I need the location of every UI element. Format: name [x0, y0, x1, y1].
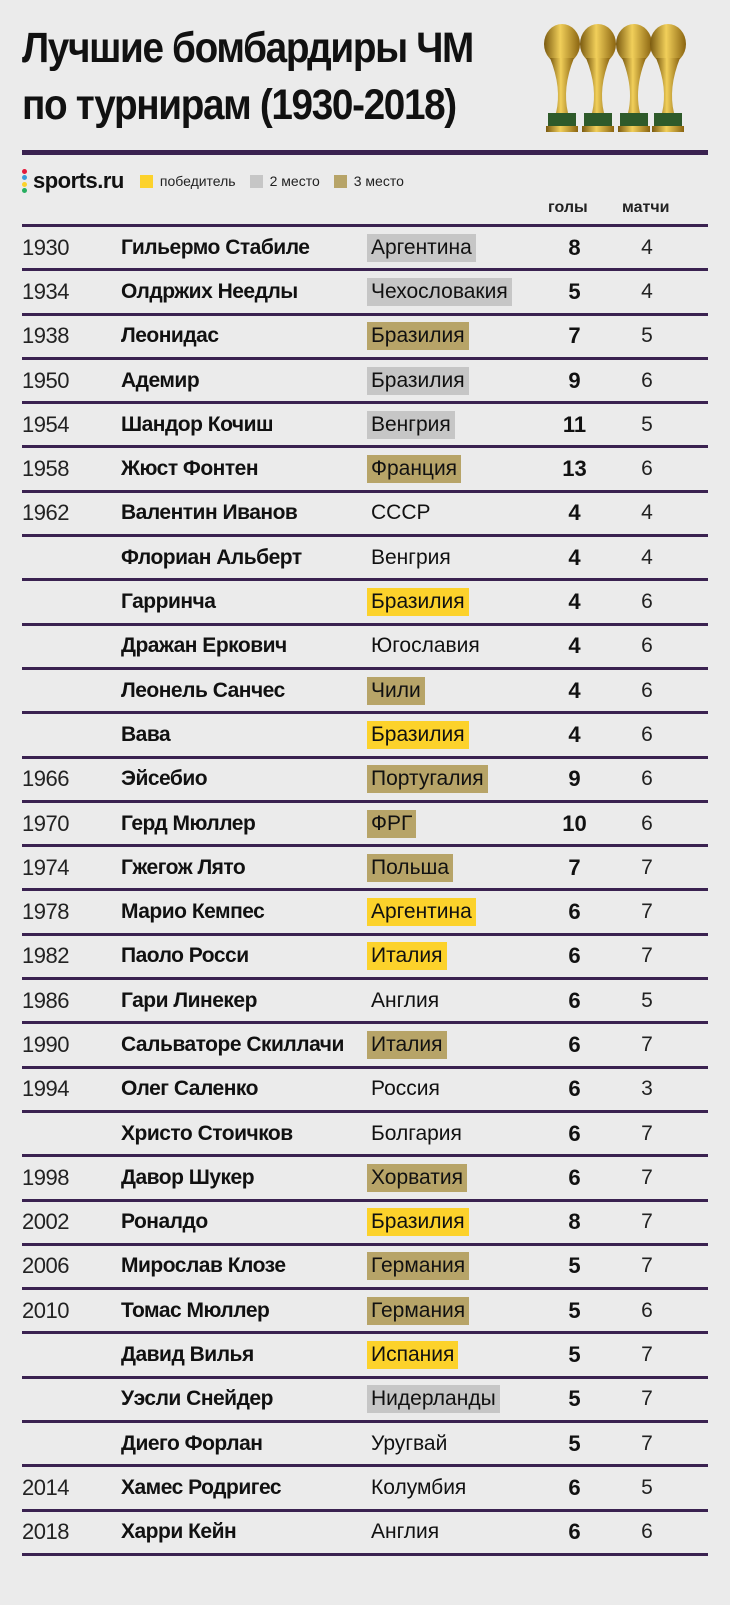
row-player: Давор Шукер [121, 1165, 255, 1189]
row-player: Адемир [121, 368, 200, 392]
table-row [22, 268, 708, 312]
row-country-cell [367, 1069, 537, 1110]
row-year: 2002 [22, 1209, 69, 1235]
row-year: 1998 [22, 1164, 69, 1190]
row-goals: 6 [568, 1076, 581, 1102]
row-year: 2018 [22, 1519, 69, 1545]
row-country-cell [367, 759, 537, 800]
row-country-cell [367, 626, 537, 667]
row-country-cell [367, 714, 537, 755]
row-matches: 6 [641, 1298, 653, 1322]
trophy-icon [544, 24, 580, 132]
row-goals: 5 [568, 1386, 581, 1412]
row-goals: 4 [568, 589, 581, 615]
legend-winner [140, 173, 236, 189]
row-year: 1966 [22, 766, 69, 792]
row-country-cell [367, 936, 537, 977]
row-goals: 8 [568, 234, 581, 260]
row-country: Аргентина [367, 898, 476, 926]
row-goals: 6 [568, 1164, 581, 1190]
table-row [22, 888, 708, 932]
logo-dot [22, 188, 27, 193]
row-player: Эйсебио [121, 767, 208, 791]
row-matches: 3 [641, 1077, 653, 1101]
row-year: 1982 [22, 943, 69, 969]
table-row [22, 977, 708, 1021]
row-year: 1970 [22, 810, 69, 836]
row-matches: 6 [641, 722, 653, 746]
row-country-cell [367, 1423, 537, 1464]
row-player: Давид Вилья [121, 1343, 254, 1367]
row-player: Марио Кемпес [121, 900, 265, 924]
title-line-1: Лучшие бомбардиры ЧМ [22, 24, 473, 72]
scorers-table [22, 224, 708, 1556]
row-country-cell [367, 581, 537, 622]
row-year: 1974 [22, 854, 69, 880]
row-goals: 5 [568, 1342, 581, 1368]
row-country-cell [367, 1467, 537, 1508]
row-matches: 5 [641, 412, 653, 436]
row-matches: 7 [641, 1121, 653, 1145]
row-country: Бразилия [367, 588, 469, 616]
row-country-cell [367, 404, 537, 445]
row-goals: 7 [568, 854, 581, 880]
row-matches: 7 [641, 1343, 653, 1367]
row-country: Италия [367, 1031, 447, 1059]
row-country: Болгария [371, 1121, 462, 1145]
table-row [22, 933, 708, 977]
row-year: 1994 [22, 1076, 69, 1102]
row-goals: 5 [568, 1430, 581, 1456]
row-country-cell [367, 1024, 537, 1065]
row-player: Олег Саленко [121, 1077, 258, 1101]
row-player: Паоло Росси [121, 944, 249, 968]
row-year: 1962 [22, 500, 69, 526]
table-row [22, 844, 708, 888]
table-row [22, 1021, 708, 1065]
logo-dot [22, 175, 27, 180]
row-country: Югославия [371, 634, 480, 658]
row-country: Германия [367, 1252, 469, 1280]
table-row [22, 1199, 708, 1243]
table-row [22, 1464, 708, 1508]
row-country: Франция [367, 455, 461, 483]
row-matches: 7 [641, 1032, 653, 1056]
row-country-cell [367, 316, 537, 357]
row-matches: 6 [641, 590, 653, 614]
row-player: Роналдо [121, 1210, 208, 1234]
row-year: 1978 [22, 899, 69, 925]
row-goals: 6 [568, 987, 581, 1013]
row-goals: 6 [568, 899, 581, 925]
table-row [22, 401, 708, 445]
bottom-divider [22, 1553, 708, 1556]
row-goals: 4 [568, 544, 581, 570]
row-year: 1938 [22, 323, 69, 349]
row-matches: 5 [641, 324, 653, 348]
row-country-cell [367, 1290, 537, 1331]
row-country: Нидерланды [367, 1385, 500, 1413]
row-year: 1990 [22, 1031, 69, 1057]
table-row [22, 1376, 708, 1420]
row-matches: 7 [641, 1387, 653, 1411]
row-goals: 8 [568, 1209, 581, 1235]
table-row [22, 445, 708, 489]
row-country-cell [367, 1334, 537, 1375]
row-player: Валентин Иванов [121, 501, 298, 525]
row-country: СССР [371, 501, 431, 525]
row-country: Бразилия [367, 322, 469, 350]
brand-logo [22, 168, 124, 194]
row-year: 1958 [22, 456, 69, 482]
row-player: Томас Мюллер [121, 1298, 270, 1322]
row-player: Флориан Альберт [121, 545, 302, 569]
row-country: Испания [367, 1341, 458, 1369]
column-header-goals: голы [548, 199, 588, 216]
row-goals: 5 [568, 1297, 581, 1323]
row-player: Герд Мюллер [121, 811, 256, 835]
row-matches: 6 [641, 457, 653, 481]
row-year: 1986 [22, 987, 69, 1013]
row-goals: 6 [568, 1120, 581, 1146]
row-goals: 4 [568, 500, 581, 526]
row-goals: 9 [568, 766, 581, 792]
row-year: 1934 [22, 278, 69, 304]
row-player: Уэсли Снейдер [121, 1387, 273, 1411]
table-row [22, 1287, 708, 1331]
row-matches: 6 [641, 811, 653, 835]
row-matches: 4 [641, 501, 653, 525]
row-player: Олдржих Неедлы [121, 279, 298, 303]
row-player: Харри Кейн [121, 1520, 237, 1544]
row-matches: 7 [641, 1210, 653, 1234]
row-year: 1950 [22, 367, 69, 393]
trophy-icon [580, 24, 616, 132]
table-row [22, 1243, 708, 1287]
row-matches: 4 [641, 545, 653, 569]
row-year: 2006 [22, 1253, 69, 1279]
row-country-cell [367, 803, 537, 844]
table-row [22, 224, 708, 268]
title-line-2: по турнирам (1930-2018) [22, 81, 456, 129]
row-country: Бразилия [367, 721, 469, 749]
row-goals: 4 [568, 633, 581, 659]
row-goals: 5 [568, 1253, 581, 1279]
row-player: Жюст Фонтен [121, 457, 259, 481]
table-row [22, 490, 708, 534]
row-matches: 6 [641, 1520, 653, 1544]
row-country: Уругвай [371, 1431, 448, 1455]
row-country: Польша [367, 854, 453, 882]
table-row [22, 1066, 708, 1110]
row-country-cell [367, 847, 537, 888]
row-country: Хорватия [367, 1164, 467, 1192]
row-player: Гильермо Стабиле [121, 235, 310, 259]
row-country: Колумбия [371, 1475, 467, 1499]
row-country-cell [367, 1246, 537, 1287]
legend-third [334, 173, 404, 189]
legend-label-winner: победитель [159, 173, 236, 189]
legend-second [250, 173, 320, 189]
row-country: Бразилия [367, 1208, 469, 1236]
row-goals: 11 [562, 411, 587, 437]
row-matches: 7 [641, 1431, 653, 1455]
row-goals: 5 [568, 278, 581, 304]
row-goals: 6 [568, 943, 581, 969]
table-row [22, 578, 708, 622]
row-year: 1954 [22, 411, 69, 437]
table-row [22, 357, 708, 401]
table-row [22, 756, 708, 800]
row-country-cell [367, 670, 537, 711]
row-player: Мирослав Клозе [121, 1254, 286, 1278]
row-goals: 9 [568, 367, 581, 393]
row-matches: 7 [641, 1165, 653, 1189]
row-country-cell [367, 537, 537, 578]
row-country: Англия [371, 988, 440, 1012]
table-row [22, 711, 708, 755]
column-header-matches: матчи [622, 199, 670, 216]
row-matches: 7 [641, 944, 653, 968]
row-player: Леонель Санчес [121, 678, 285, 702]
row-year: 1930 [22, 234, 69, 260]
row-country: Португалия [367, 765, 488, 793]
logo-dot [22, 169, 27, 174]
row-country: Чехословакия [367, 278, 512, 306]
row-matches: 6 [641, 368, 653, 392]
logo-dots-icon [22, 169, 28, 193]
row-country-cell [367, 891, 537, 932]
row-goals: 7 [568, 323, 581, 349]
row-matches: 5 [641, 1475, 653, 1499]
row-country: Германия [367, 1297, 469, 1325]
row-goals: 6 [568, 1519, 581, 1545]
row-goals: 4 [568, 721, 581, 747]
table-row [22, 1509, 708, 1553]
row-matches: 5 [641, 988, 653, 1012]
row-country-cell [367, 448, 537, 489]
row-country: Италия [367, 942, 447, 970]
row-player: Гарринча [121, 590, 216, 614]
row-country: Россия [371, 1077, 440, 1101]
row-player: Шандор Кочиш [121, 412, 274, 436]
row-player: Вава [121, 722, 171, 746]
row-country-cell [367, 227, 537, 268]
row-matches: 7 [641, 900, 653, 924]
table-row [22, 623, 708, 667]
page-title [22, 20, 490, 134]
table-row [22, 1331, 708, 1375]
row-country-cell [367, 1113, 537, 1154]
row-country: Бразилия [367, 367, 469, 395]
row-country-cell [367, 1512, 537, 1553]
row-year: 2014 [22, 1474, 69, 1500]
row-goals: 6 [568, 1474, 581, 1500]
trophy-icon [650, 24, 686, 132]
row-country-cell [367, 1157, 537, 1198]
row-matches: 4 [641, 235, 653, 259]
row-matches: 6 [641, 634, 653, 658]
row-country: Англия [371, 1520, 440, 1544]
row-player: Сальваторе Скиллачи [121, 1032, 344, 1056]
legend-label-third: 3 место [353, 173, 404, 189]
row-country-cell [367, 271, 537, 312]
table-row [22, 1420, 708, 1464]
row-matches: 7 [641, 1254, 653, 1278]
row-matches: 7 [641, 855, 653, 879]
table-row [22, 1154, 708, 1198]
row-country: Чили [367, 677, 425, 705]
row-country-cell [367, 1379, 537, 1420]
top-divider [22, 150, 708, 155]
row-player: Леонидас [121, 324, 219, 348]
row-year: 2010 [22, 1297, 69, 1323]
table-row [22, 313, 708, 357]
row-country-cell [367, 360, 537, 401]
row-player: Гжегож Лято [121, 855, 246, 879]
row-country: Венгрия [371, 545, 451, 569]
row-goals: 13 [562, 456, 587, 482]
table-row [22, 667, 708, 711]
row-goals: 6 [568, 1031, 581, 1057]
row-player: Гари Линекер [121, 988, 257, 1012]
legend-label-second: 2 место [269, 173, 320, 189]
legend-swatch-winner [140, 175, 153, 188]
row-country-cell [367, 493, 537, 534]
row-country: ФРГ [367, 810, 416, 838]
row-player: Христо Стоичков [121, 1121, 293, 1145]
row-player: Хамес Родригес [121, 1475, 282, 1499]
row-country-cell [367, 980, 537, 1021]
legend [22, 166, 418, 196]
logo-dot [22, 182, 27, 187]
row-matches: 6 [641, 678, 653, 702]
legend-swatch-third [334, 175, 347, 188]
row-country-cell [367, 1202, 537, 1243]
brand-name: sports.ru [33, 168, 124, 193]
row-player: Диего Форлан [121, 1431, 263, 1455]
row-player: Дражан Еркович [121, 634, 287, 658]
row-matches: 6 [641, 767, 653, 791]
world-cup-trophies-image [540, 18, 690, 143]
table-row [22, 800, 708, 844]
table-row [22, 1110, 708, 1154]
row-country: Аргентина [367, 234, 476, 262]
row-goals: 10 [562, 810, 587, 836]
row-goals: 4 [568, 677, 581, 703]
legend-swatch-second [250, 175, 263, 188]
table-row [22, 534, 708, 578]
row-country: Венгрия [367, 411, 455, 439]
row-matches: 4 [641, 279, 653, 303]
trophy-icon [616, 24, 652, 132]
